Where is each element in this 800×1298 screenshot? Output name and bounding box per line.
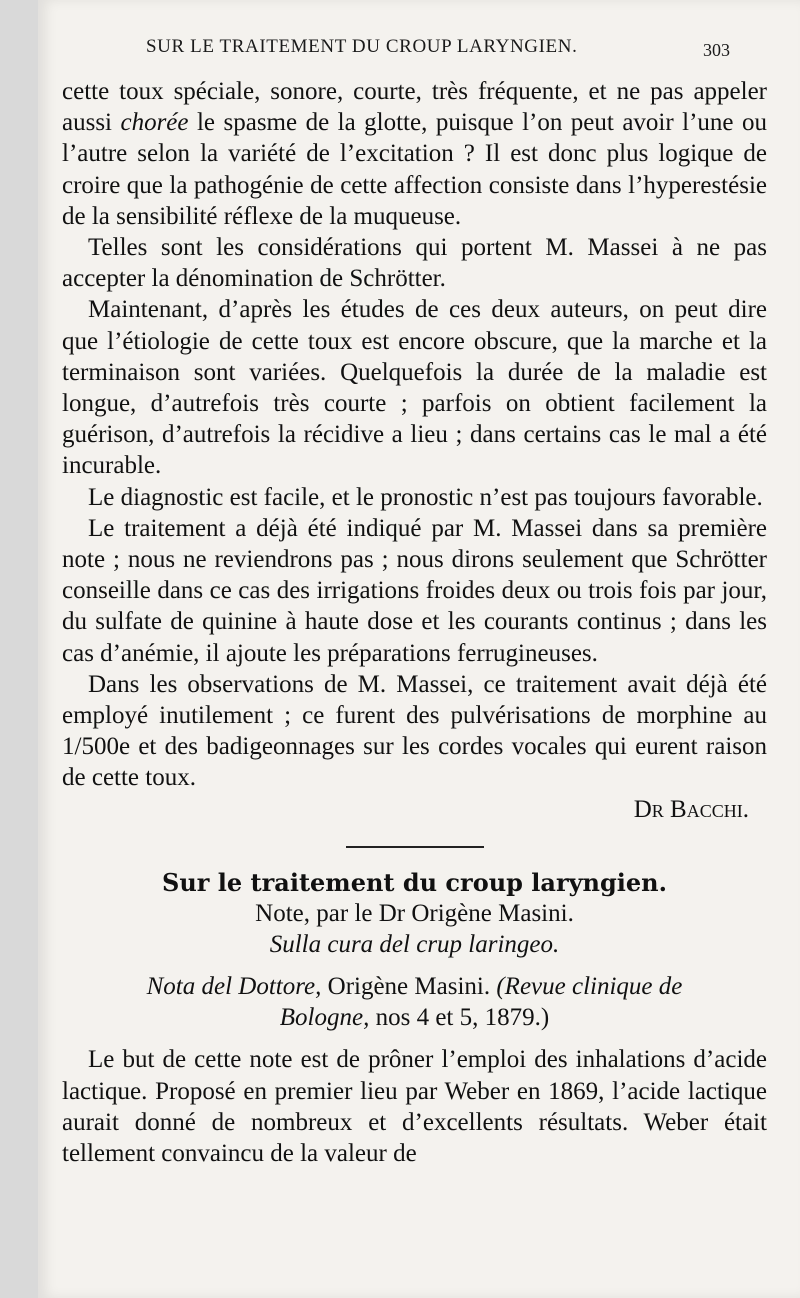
- paragraph-6: Dans les observations de M. Massei, ce traitement avait déjà été employé inutilement ; ce furent des pulvérisations de morphine au 1/500e et des badigeonnages sur les cordes vocales qui eurent raison de cette toux.: [62, 670, 767, 792]
- spacer: [62, 1033, 767, 1044]
- article-body: Le but de cette note est de prôner l’emploi des inhalations d’acide lactique. Proposé en premier lieu par Weber en 1869, l’acide lactique aurait donné de nombreux et d’excellents résultats. Weber était tellement convaincu de la valeur de: [62, 1046, 767, 1168]
- page-body: [62, 76, 767, 1169]
- paragraph-1: [62, 76, 767, 232]
- page-number: 303: [703, 40, 730, 60]
- paragraph-1-italic-word: chorée: [120, 109, 189, 137]
- citation-author: Origène Masini.: [321, 973, 497, 1001]
- paragraph-1-end: le spasme de la glotte, puisque l’on peut avoir l’une ou l’autre selon la variété de l’excitation ? Il est donc plus logique de croire que la pathogénie de cette affection consiste dans l’hyperestésie de la sensibilité réflexe de la muqueuse.: [62, 109, 768, 230]
- paragraph-3: Maintenant, d’après les études de ces deux auteurs, on peut dire que l’étiologie de cette toux est encore obscure, que la marche et la terminaison sont variées. Quelquefois la durée de la maladie est longue, d’autrefois très courte ; parfois on obtient facilement la guérison, d’autrefois la récidive a lieu ; dans certains cas le mal a été incurable.: [62, 296, 767, 480]
- article-italian-title: Sulla cura del crup laringeo.: [269, 931, 560, 959]
- article-note-line: Note, par le Dr Origène Masini.: [255, 900, 574, 928]
- book-page: [38, 0, 800, 1298]
- citation-line-1: [62, 971, 767, 1002]
- article-title: Sur le traitement du croup laryngien.: [162, 867, 667, 897]
- citation-issue: nos 4 et 5, 1879.): [369, 1004, 550, 1032]
- paragraph-1-start: cette toux spéciale, sonore, courte, très fréquente, et ne pas appeler aussi: [62, 78, 767, 137]
- citation-nota: Nota del Dottore,: [146, 973, 322, 1001]
- section-divider: [346, 846, 484, 848]
- paragraph-2: Telles sont les considérations qui portent M. Massei à ne pas accepter la dénomination de Schrötter.: [62, 234, 767, 293]
- spacer: [62, 960, 767, 971]
- signature-text: Dr Bacchi.: [633, 795, 749, 823]
- citation-review: (Revue clinique de: [496, 973, 683, 1001]
- running-title: SUR LE TRAITEMENT DU CROUP LARYNGIEN.: [146, 36, 578, 57]
- paragraph-4: Le diagnostic est facile, et le pronostic n’est pas toujours favorable.: [88, 483, 763, 511]
- signature: [62, 794, 767, 825]
- paragraph-5: Le traitement a déjà été indiqué par M. Massei dans sa première note ; nous ne reviendrons pas ; nous dirons seulement que Schrötter conseille dans ce cas des irrigations froides deux ou trois fois par jour, du sulfate de quinine à haute dose et les courants continus ; dans les cas d’anémie, il ajoute les préparations ferrugineuses.: [62, 514, 767, 667]
- citation-line-2: [62, 1002, 767, 1033]
- citation-city: Bologne,: [279, 1004, 370, 1032]
- page-header: [38, 36, 800, 66]
